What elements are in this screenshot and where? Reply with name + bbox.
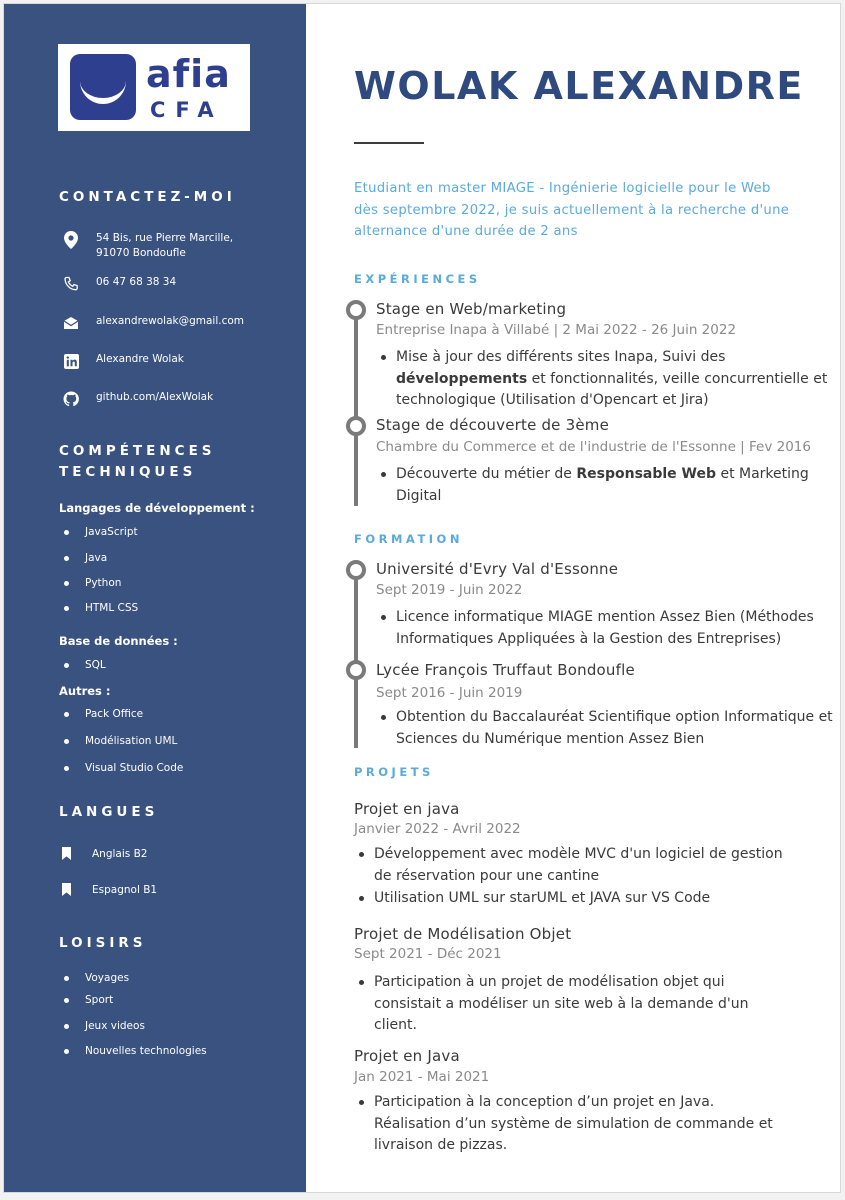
project-bullet: Participation à un projet de modélisation objet qui consistait a modéliser un site web à la demande d'un client. [374,972,784,1037]
contact-github [62,390,213,408]
skills-heading-line-2: TECHNIQUES [59,464,197,480]
email-icon [62,314,80,332]
project-bullet: Participation à la conception d’un projet en Java. Réalisation d’un système de simulation de commande et livraison de pizzas. [374,1092,794,1157]
github-url[interactable]: github.com/AlexWolak [96,391,214,403]
logo-afia-text: afia [146,52,231,96]
candidate-name: WOLAK ALEXANDRE [354,64,804,108]
linkedin-icon [62,352,80,370]
contact-address [62,231,233,261]
skill-item: HTML CSS [64,602,138,614]
skill-item: Modélisation UML [64,735,177,747]
experience-timeline [354,310,358,506]
timeline-node [346,416,366,436]
skill-item: JavaScript [64,526,138,538]
hobby-item: Voyages [64,972,129,984]
project-dates: Sept 2021 - Déc 2021 [354,946,502,962]
contact-linkedin [62,352,184,370]
experience-bullet: Mise à jour des différents sites Inapa, Suivi des développements et fonctionnalités, veille concurrentielle et technologique (Utilisation d'Opencart et Jira) [396,347,836,412]
sidebar [4,4,306,1192]
experience-title: Stage de découverte de 3ème [376,416,609,434]
timeline-node [346,660,366,680]
logo-cfa-text: CFA [150,98,224,122]
languages-heading: LANGUES [59,804,159,820]
education-bullet: Obtention du Baccalauréat Scientifique option Informatique et Sciences du Numérique mention Assez Bien [396,707,836,750]
skill-item: Pack Office [64,708,143,720]
experience-bullet: Découverte du métier de Responsable Web et Marketing Digital [396,464,836,507]
project-dates: Janvier 2022 - Avril 2022 [354,821,521,837]
experience-subtitle: Entreprise Inapa à Villabé | 2 Mai 2022 - 26 Juin 2022 [376,322,737,338]
skill-item: Java [64,552,107,564]
afia-cfa-logo [58,44,250,131]
logo-mark [70,54,136,120]
title-divider [354,142,424,144]
address-line-2: 91070 Bondoufle [96,247,186,259]
project-title: Projet en Java [354,1047,460,1065]
education-title: Université d'Evry Val d'Essonne [376,560,619,578]
location-pin-icon [62,231,80,249]
phone-number[interactable]: 06 47 68 38 34 [96,276,177,288]
contact-phone [62,275,176,293]
dev-languages-label: Langages de développement : [59,501,255,515]
education-dates: Sept 2019 - Juin 2022 [376,582,523,598]
project-bullet: Développement avec modèle MVC d'un logiciel de gestion de réservation pour une cantine [374,844,804,887]
project-dates: Jan 2021 - Mai 2021 [354,1069,490,1085]
project-bullet: Utilisation UML sur starUML et JAVA sur VS Code [374,888,804,910]
skill-item: Visual Studio Code [64,762,183,774]
projects-heading: PROJETS [354,765,434,779]
hobby-item: Nouvelles technologies [64,1045,207,1057]
bookmark-icon [62,847,71,860]
skills-heading-line-1: COMPÉTENCES [59,443,216,459]
education-title: Lycée François Truffaut Bondoufle [376,661,635,679]
intro-text: Etudiant en master MIAGE - Ingénierie logicielle pour le Web dès septembre 2022, je suis actuellement à la recherche d'une alternance d'une durée de 2 ans [354,181,790,239]
hobby-item: Jeux videos [64,1020,145,1032]
linkedin-name[interactable]: Alexandre Wolak [96,353,184,365]
experience-title: Stage en Web/marketing [376,300,567,318]
experience-subtitle: Chambre du Commerce et de l'industrie de l'Essonne | Fev 2016 [376,439,811,455]
education-bullet: Licence informatique MIAGE mention Assez Bien (Méthodes Informatiques Appliquées à la Gestion des Entreprises) [396,607,836,650]
database-label: Base de données : [59,634,178,648]
address-line-1: 54 Bis, rue Pierre Marcille, [96,232,234,244]
cv-page [3,3,841,1193]
other-skills-label: Autres : [59,684,111,698]
experiences-heading: EXPÉRIENCES [354,272,481,286]
language-item: Espagnol B1 [62,883,157,896]
bookmark-icon [62,883,71,896]
language-item: Anglais B2 [62,847,147,860]
timeline-node [346,300,366,320]
main-content [306,4,840,1192]
skill-item: SQL [64,659,106,671]
contact-email [62,314,244,332]
phone-icon [62,275,80,293]
email-address[interactable]: alexandrewolak@gmail.com [96,315,245,327]
contact-heading: CONTACTEZ-MOI [59,189,236,205]
education-dates: Sept 2016 - Juin 2019 [376,685,523,701]
skill-item: Python [64,577,121,589]
formation-heading: FORMATION [354,532,463,546]
timeline-node [346,560,366,580]
formation-timeline [354,570,358,748]
project-title: Projet de Modélisation Objet [354,925,572,943]
hobbies-heading: LOISIRS [59,935,147,951]
hobby-item: Sport [64,994,113,1006]
project-title: Projet en java [354,800,460,818]
github-icon [62,390,80,408]
